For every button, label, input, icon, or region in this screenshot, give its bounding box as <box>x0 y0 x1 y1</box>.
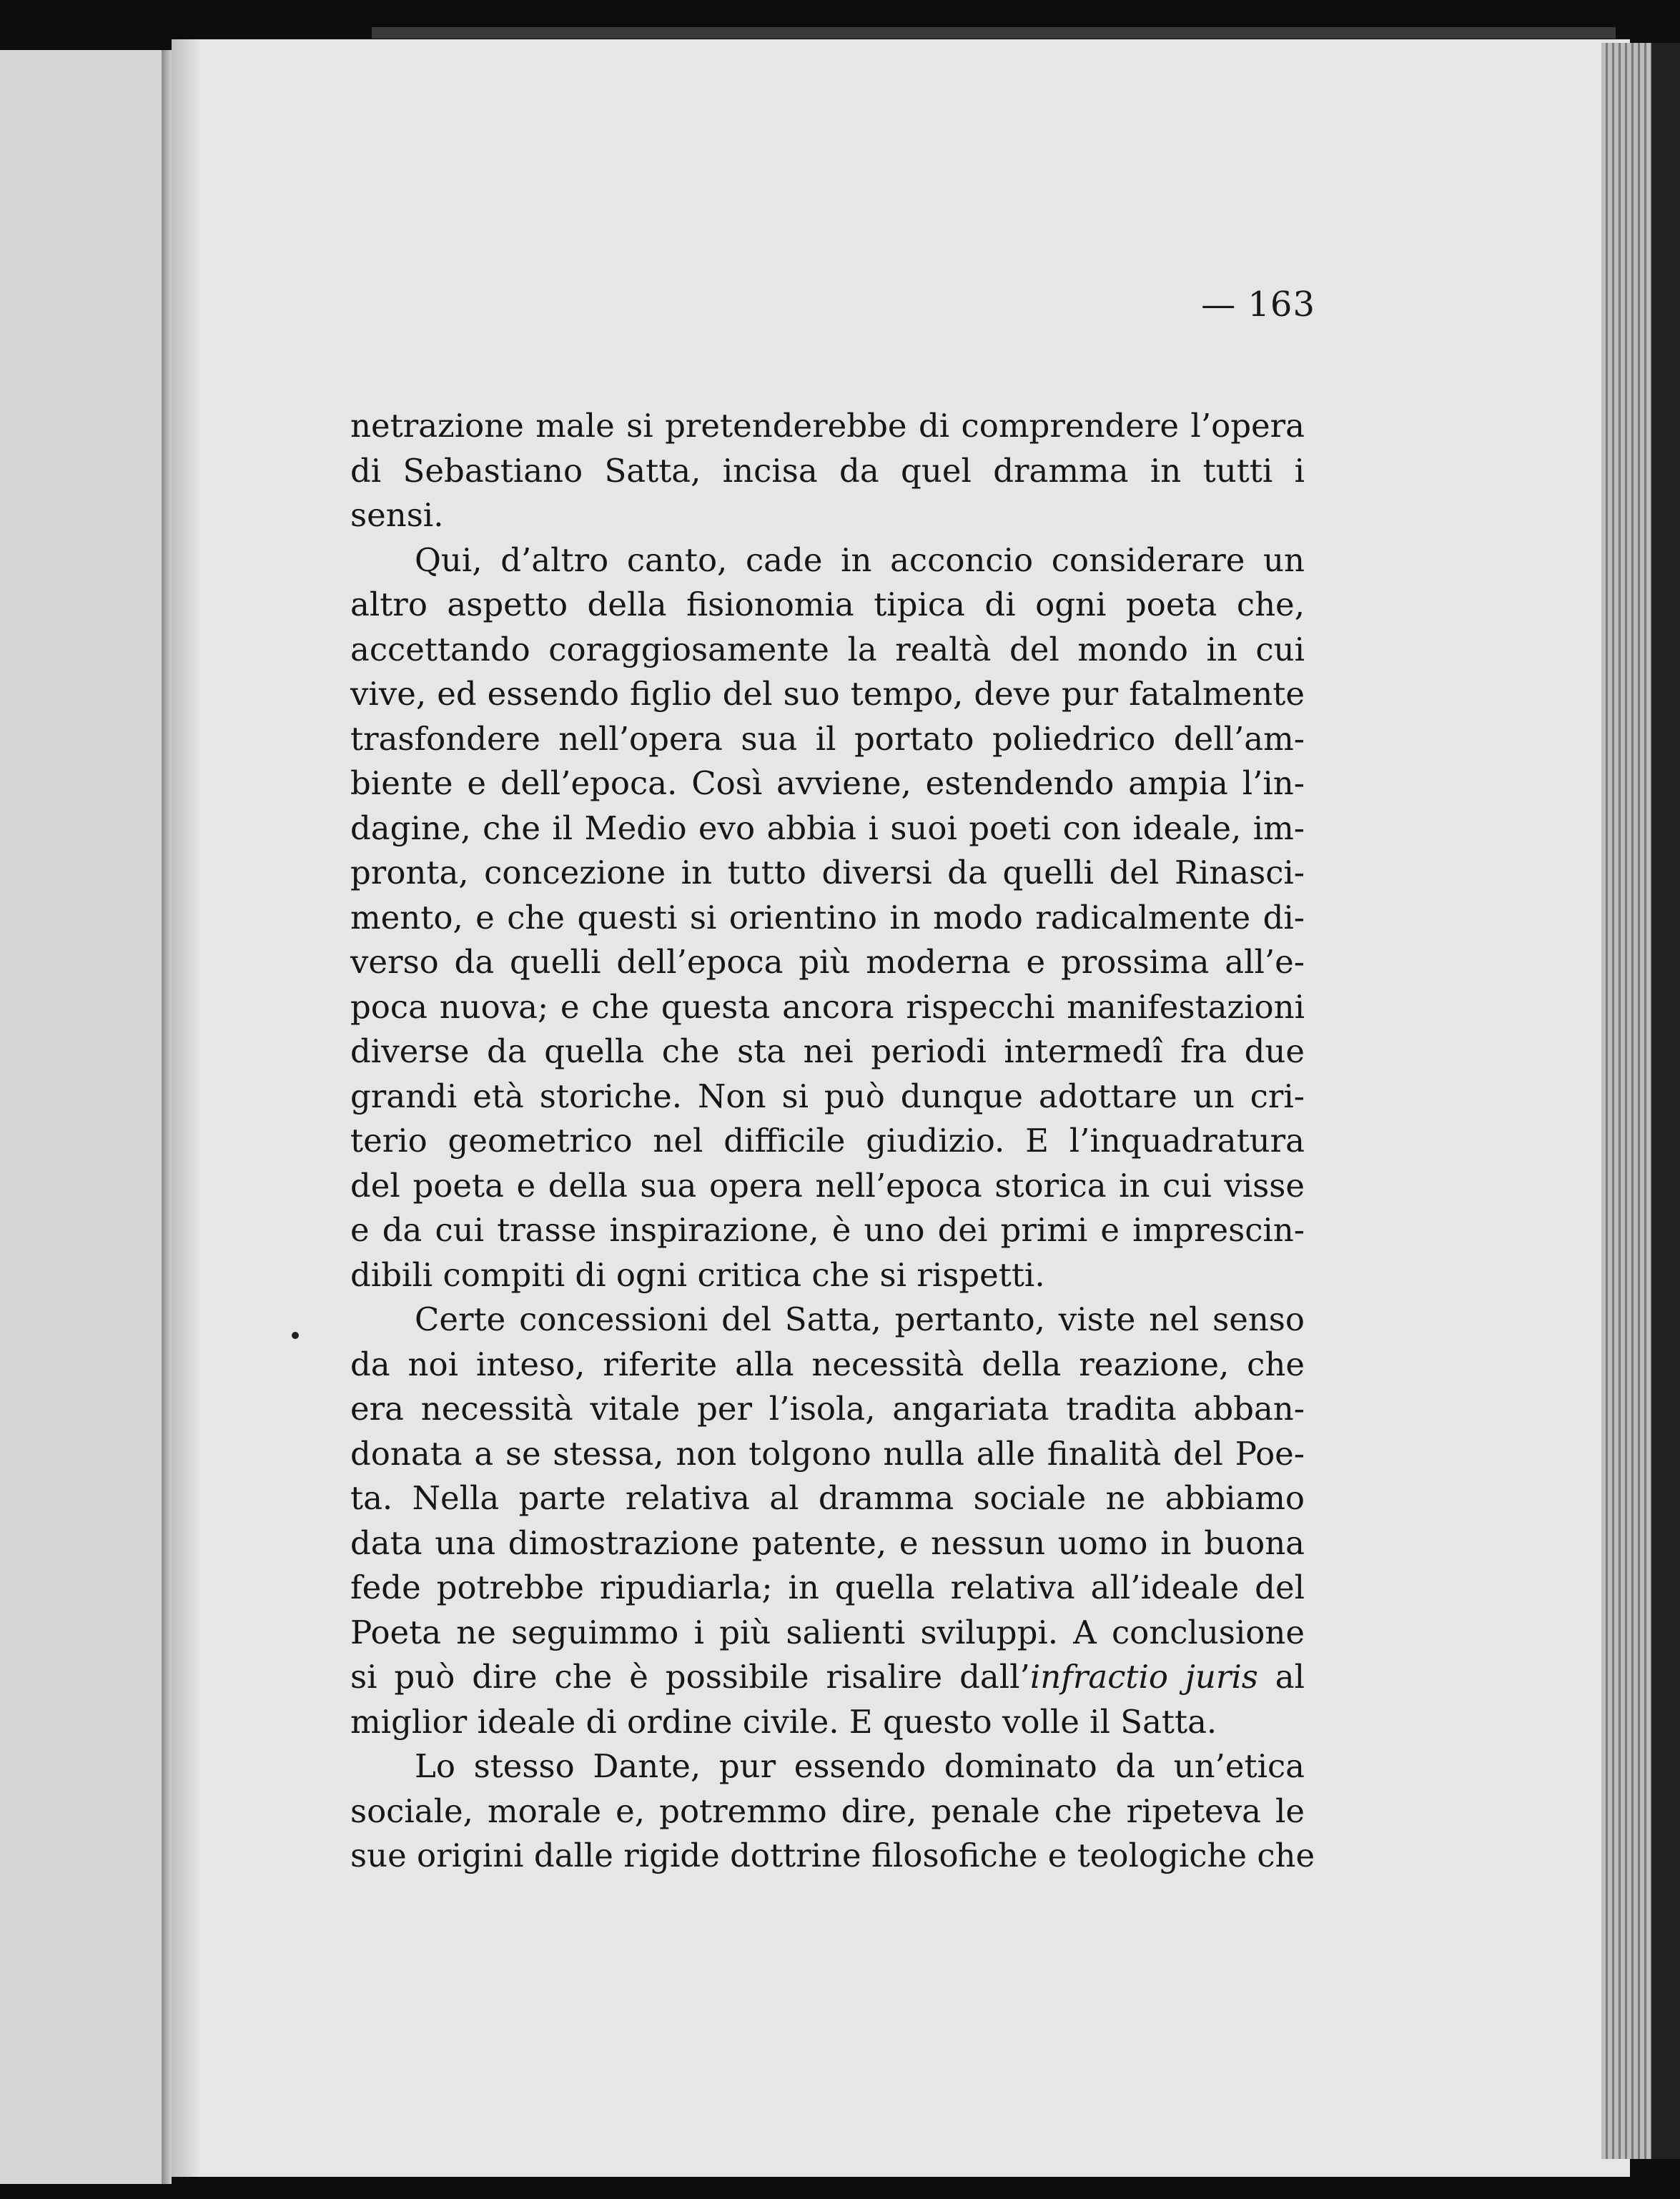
binding-gutter <box>162 50 172 2184</box>
text-line: di Sebastiano Satta, incisa da quel dramma in tutti i <box>350 451 1305 490</box>
text-line: sensi. <box>350 496 444 534</box>
text-line: pronta, concezione in tutto diversi da quelli del Rinasci- <box>350 854 1305 891</box>
text-line: grandi età storiche. Non si può dunque adottare un cri- <box>350 1077 1305 1115</box>
page-number: — 163 <box>1201 285 1315 325</box>
left-page-edge <box>0 50 164 2184</box>
text-line: dibili compiti di ogni critica che si rispetti. <box>350 1255 1045 1294</box>
text-line: diverse da quella che sta nei periodi intermedî fra due <box>350 1032 1305 1070</box>
text-line: trasfondere nell’opera sua il portato poliedrico dell’am- <box>350 719 1305 758</box>
text-line: Poeta ne seguimmo i più salienti sviluppi. A conclusione <box>350 1613 1305 1651</box>
text-line: altro aspetto della fisionomia tipica di ogni poeta che, <box>350 585 1305 623</box>
text-line: e da cui trasse inspirazione, è uno dei primi e imprescin- <box>350 1211 1305 1249</box>
text-line-with-italic <box>350 1655 1305 1700</box>
text-line: Qui, d’altro canto, cade in acconcio considerare un <box>415 540 1305 579</box>
top-page-edge <box>372 27 1616 39</box>
text-line: ta. Nella parte relativa al dramma sociale ne abbiamo <box>350 1479 1305 1517</box>
page-stack-edge <box>1601 43 1651 2159</box>
text-line: mento, e che questi si orientino in modo radicalmente di- <box>350 898 1305 937</box>
text-line: data una dimostrazione patente, e nessun uomo in buona <box>350 1523 1305 1562</box>
text-line: terio geometrico nel difficile giudizio. E l’inquadratura <box>350 1122 1305 1160</box>
text-line: accettando coraggiosamente la realtà del mondo in cui <box>350 630 1305 668</box>
text-line: vive, ed essendo figlio del suo tempo, deve pur fatalmente <box>350 675 1305 713</box>
text-line: netrazione male si pretenderebbe di comprendere l’opera <box>350 407 1305 445</box>
text-line: dagine, che il Medio evo abbia i suoi poeti con ideale, im- <box>350 809 1305 847</box>
text-line: Lo stesso Dante, pur essendo dominato da un’etica <box>415 1747 1305 1785</box>
italic-phrase: infractio juris <box>1029 1658 1258 1696</box>
text-line: verso da quelli dell’epoca più moderna e prossima all’e- <box>350 943 1305 981</box>
fold-shadow <box>172 39 200 2177</box>
margin-mark <box>292 1332 299 1339</box>
text-line: biente e dell’epoca. Così avviene, estendendo ampia l’in- <box>350 764 1305 802</box>
text-line: sociale, morale e, potremmo dire, penale che ripeteva le <box>350 1792 1305 1830</box>
body-text <box>350 404 1315 1879</box>
text-line: del poeta e della sua opera nell’epoca storica in cui visse <box>350 1166 1305 1205</box>
book-cover-edge <box>1651 43 1680 2159</box>
text-line: era necessità vitale per l’isola, angariata tradita abban- <box>350 1390 1305 1428</box>
text-segment: si può dire che è possibile risalire dall’ <box>350 1658 1030 1696</box>
text-line: donata a se stessa, non tolgono nulla alle finalità del Poe- <box>350 1434 1305 1473</box>
text-line: poca nuova; e che questa ancora rispecchi manifestazioni <box>350 987 1305 1026</box>
text-line: da noi inteso, riferite alla necessità della reazione, che <box>350 1345 1305 1383</box>
text-line: miglior ideale di ordine civile. E questo volle il Satta. <box>350 1702 1217 1741</box>
text-line: sue origini dalle rigide dottrine filosofiche e teologiche che <box>350 1837 1315 1874</box>
text-line: fede potrebbe ripudiarla; in quella relativa all’ideale del <box>350 1568 1305 1606</box>
text-line: Certe concessioni del Satta, pertanto, viste nel senso <box>415 1300 1305 1338</box>
text-segment: al <box>1257 1658 1305 1696</box>
